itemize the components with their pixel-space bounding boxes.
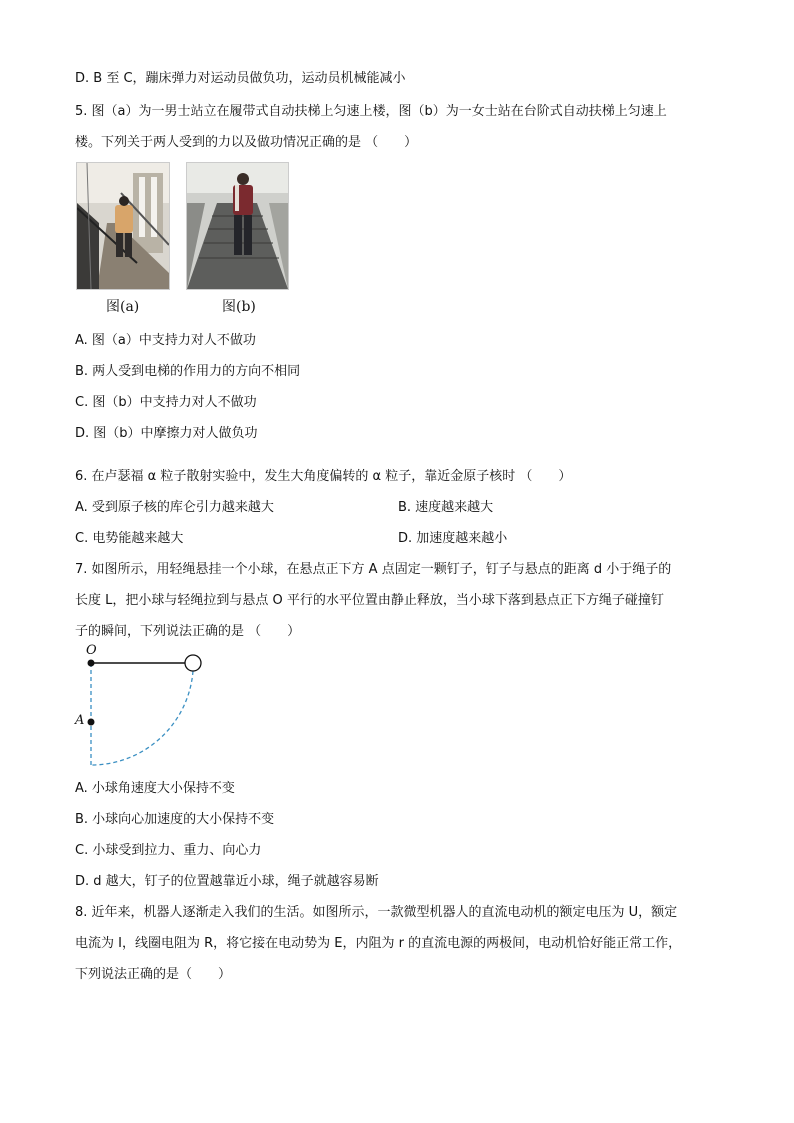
q5-option-d: D. 图（b）中摩擦力对人做负功: [75, 426, 258, 441]
swing-path-arc: [91, 671, 193, 765]
q5-option-b: B. 两人受到电梯的作用力的方向不相同: [75, 364, 301, 379]
q8-stem-line1: 8. 近年来，机器人逐渐走入我们的生活。如图所示，一款微型机器人的直流电动机的额定电压为 U，额定: [75, 905, 678, 920]
q8-stem-line3: 下列说法正确的是（ ）: [75, 967, 232, 982]
q7-option-d: D. d 越大，钉子的位置越靠近小球，绳子就越容易断: [75, 874, 379, 889]
q7-stem-line2: 长度 L，把小球与轻绳拉到与悬点 O 平行的水平位置由静止释放，当小球下落到悬点正下方绳子碰撞钉: [75, 593, 664, 608]
q7-stem-line3: 子的瞬间，下列说法正确的是 （ ）: [75, 624, 301, 639]
q7-option-a: A. 小球角速度大小保持不变: [75, 781, 235, 796]
q5-option-c: C. 图（b）中支持力对人不做功: [75, 395, 257, 410]
q6-option-c: C. 电势能越来越大: [75, 531, 184, 546]
q7-option-c: C. 小球受到拉力、重力、向心力: [75, 843, 262, 858]
photo-b-step-escalator: [186, 162, 289, 290]
q7-option-b: B. 小球向心加速度的大小保持不变: [75, 812, 275, 827]
ball: [185, 655, 201, 671]
q7-stem-line1: 7. 如图所示，用轻绳悬挂一个小球，在悬点正下方 A 点固定一颗钉子，钉子与悬点的距离 d 小于绳子的: [75, 562, 672, 577]
q6-option-d: D. 加速度越来越小: [398, 531, 508, 546]
q5-stem-line1: 5. 图（a）为一男士站立在履带式自动扶梯上匀速上楼，图（b）为一女士站在台阶式自动扶梯上匀速上: [75, 104, 667, 119]
q6-stem: 6. 在卢瑟福 α 粒子散射实验中，发生大角度偏转的 α 粒子，靠近金原子核时 （ ）: [75, 469, 572, 484]
q5-stem-line2: 楼。下列关于两人受到的力以及做功情况正确的是 （ ）: [75, 135, 418, 150]
photo-a-belt-escalator: [76, 162, 170, 290]
nail-point-a: [88, 719, 95, 726]
q6-option-a: A. 受到原子核的库仑引力越来越大: [75, 500, 274, 515]
caption-figure-a: 图(a): [106, 299, 140, 315]
q6-option-b: B. 速度越来越大: [398, 500, 494, 515]
label-o: O: [86, 643, 97, 658]
q4-option-d: D. B 至 C，蹦床弹力对运动员做负功，运动员机械能减小: [75, 71, 406, 86]
caption-figure-b: 图(b): [222, 299, 256, 315]
q8-stem-line2: 电流为 I，线圈电阻为 R，将它接在电动势为 E，内阻为 r 的直流电源的两极间，电动机恰好能正常工作，: [75, 936, 682, 951]
pendulum-diagram: [70, 640, 210, 770]
pivot-point-o: [88, 660, 95, 667]
label-a: A: [75, 713, 85, 728]
q5-option-a: A. 图（a）中支持力对人不做功: [75, 333, 256, 348]
